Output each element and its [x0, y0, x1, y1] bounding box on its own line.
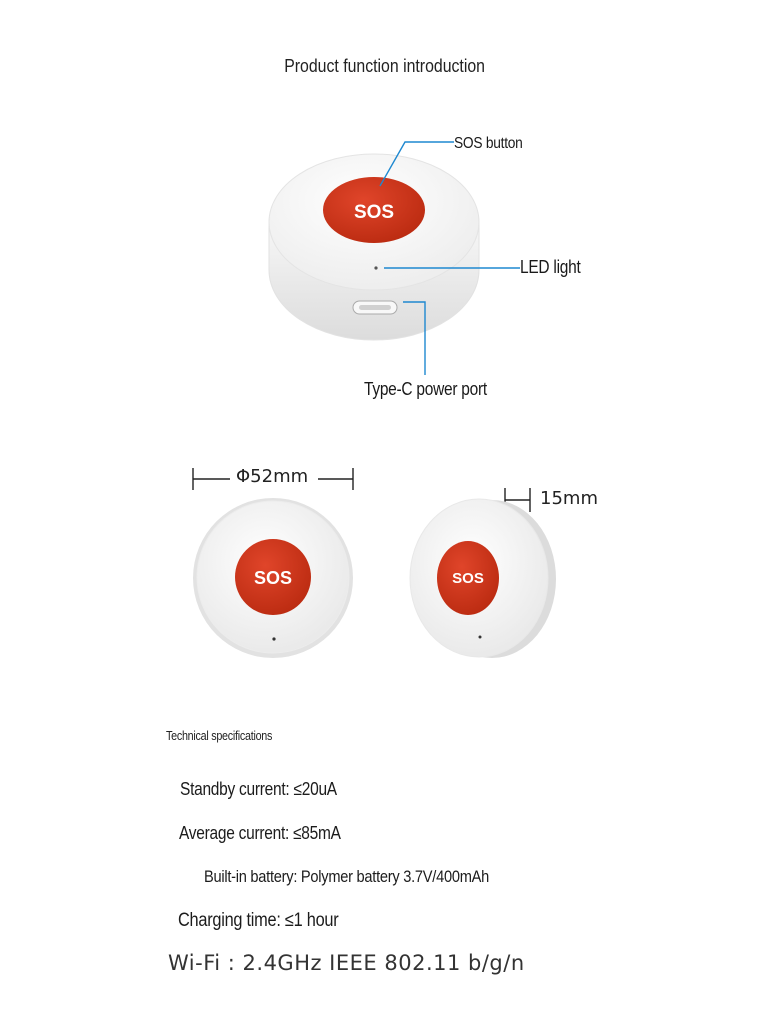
thickness-label: 15mm — [540, 488, 598, 509]
specs-heading: Technical specifications — [166, 729, 273, 743]
spec-wifi: Wi-Fi : 2.4GHz IEEE 802.11 b/g/n — [168, 951, 525, 975]
sos-button-text: SOS — [353, 202, 395, 223]
sos-front-text: SOS — [253, 568, 293, 588]
device-front-view — [193, 498, 353, 658]
sos-side-text: SOS — [452, 570, 484, 587]
type-c-callout-label: Type-C power port — [364, 379, 487, 399]
spec-charging-time: Charging time: ≤1 hour — [178, 910, 339, 931]
spec-battery: Built-in battery: Polymer battery 3.7V/400mAh — [204, 867, 489, 886]
page-title: Product function introduction — [284, 56, 485, 76]
device-side-view — [410, 499, 556, 658]
device-perspective — [269, 154, 479, 340]
diameter-label: Φ52mm — [236, 466, 309, 487]
spec-average-current: Average current: ≤85mA — [179, 823, 341, 843]
sos-button-callout-label: SOS button — [454, 135, 523, 152]
spec-standby-current: Standby current: ≤20uA — [180, 779, 337, 799]
led-light-callout-label: LED light — [520, 257, 581, 277]
led-dot — [374, 266, 377, 269]
